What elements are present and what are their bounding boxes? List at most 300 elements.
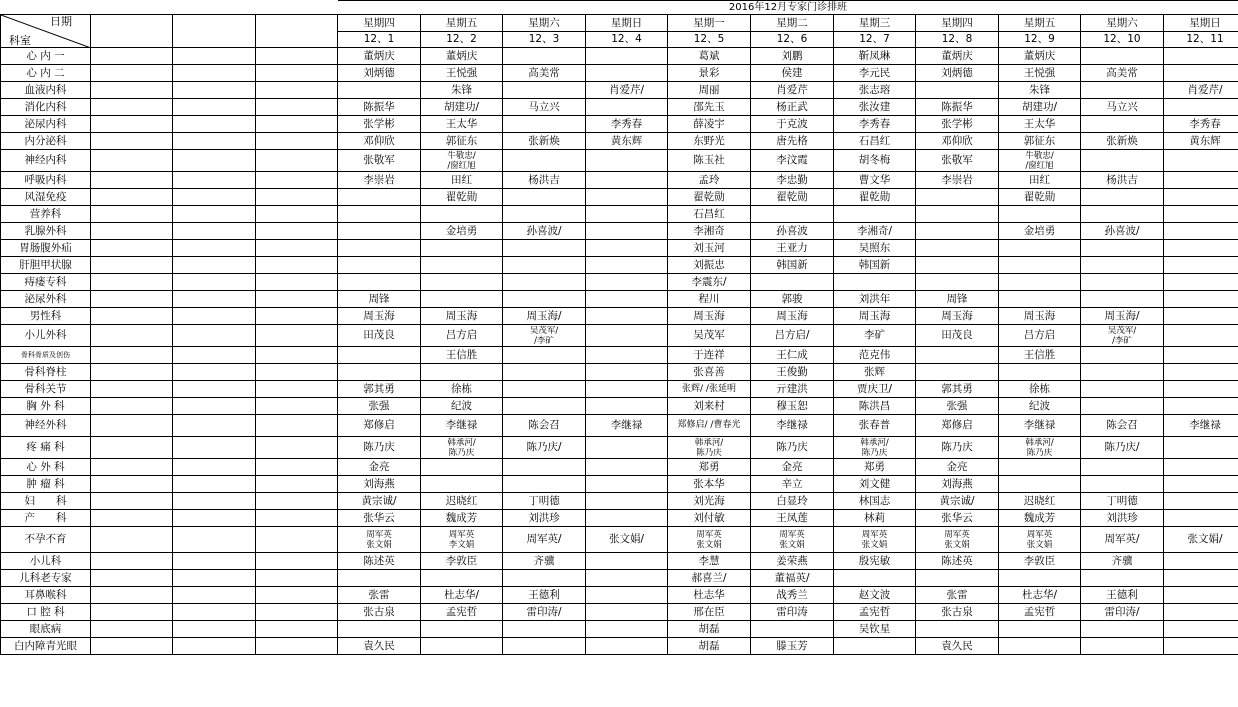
doctor-cell	[1164, 493, 1238, 510]
doctor-cell: 李敦臣	[421, 553, 503, 570]
doctor-cell	[751, 621, 834, 638]
blank-cell	[173, 459, 256, 476]
doctor-cell: 殷宪敏	[834, 553, 916, 570]
doctor-cell: 刘海燕	[916, 476, 999, 493]
doctor-cell: 周玉海	[999, 308, 1081, 325]
doctor-cell: 邓仰欣	[338, 133, 421, 150]
doctor-cell	[1164, 189, 1238, 206]
weekday-header: 星期一	[668, 15, 751, 32]
schedule-row	[1, 638, 1238, 655]
doctor-cell: 田茂良	[916, 325, 999, 347]
doctor-cell: 王悦强	[999, 65, 1081, 82]
doctor-cell	[916, 189, 999, 206]
department-label: 小儿外科	[1, 325, 91, 347]
doctor-cell: 李矿	[834, 325, 916, 347]
doctor-cell: 迟晓红	[999, 493, 1081, 510]
doctor-cell: 邢在臣	[668, 604, 751, 621]
doctor-cell	[1164, 587, 1238, 604]
blank-cell	[173, 476, 256, 493]
blank-cell	[91, 48, 173, 65]
doctor-cell	[1081, 82, 1164, 99]
doctor-cell	[999, 364, 1081, 381]
doctor-cell	[834, 206, 916, 223]
doctor-cell: 辛立	[751, 476, 834, 493]
date-header: 12、6	[751, 32, 834, 48]
department-label: 妇 科	[1, 493, 91, 510]
doctor-cell: 白显玲	[751, 493, 834, 510]
department-label: 骨科骨质及创伤	[1, 347, 91, 364]
doctor-cell: 薛凌宇	[668, 116, 751, 133]
doctor-cell	[1081, 116, 1164, 133]
blank-cell	[256, 364, 338, 381]
weekday-header: 星期六	[1081, 15, 1164, 32]
doctor-cell: 唐先格	[751, 133, 834, 150]
doctor-cell: 东野光	[668, 133, 751, 150]
department-label: 内分泌科	[1, 133, 91, 150]
doctor-cell: 周军英 张文娟	[668, 527, 751, 553]
department-label: 肝胆甲状腺	[1, 257, 91, 274]
doctor-cell	[1081, 150, 1164, 172]
blank-cell	[173, 133, 256, 150]
doctor-cell	[586, 240, 668, 257]
doctor-cell: 孟玲	[668, 172, 751, 189]
blank-cell	[91, 459, 173, 476]
blank-cell	[91, 82, 173, 99]
doctor-cell: 齐骥	[1081, 553, 1164, 570]
blank-cell	[91, 415, 173, 437]
doctor-cell	[586, 347, 668, 364]
blank-cell	[173, 65, 256, 82]
blank-cell	[91, 510, 173, 527]
schedule-row	[1, 99, 1238, 116]
schedule-row	[1, 398, 1238, 415]
doctor-cell: 高美常	[1081, 65, 1164, 82]
schedule-row	[1, 150, 1238, 172]
doctor-cell: 吴茂军	[668, 325, 751, 347]
department-label: 消化内科	[1, 99, 91, 116]
blank-cell	[91, 381, 173, 398]
schedule-row	[1, 82, 1238, 99]
schedule-row	[1, 347, 1238, 364]
doctor-cell: 雷印涛	[751, 604, 834, 621]
blank-cell	[256, 291, 338, 308]
doctor-cell: 张学彬	[916, 116, 999, 133]
doctor-cell	[1164, 638, 1238, 655]
doctor-cell: 周军英 张文娟	[338, 527, 421, 553]
doctor-cell	[586, 65, 668, 82]
doctor-cell	[1081, 291, 1164, 308]
doctor-cell	[586, 604, 668, 621]
weekday-header: 星期四	[916, 15, 999, 32]
doctor-cell: 张新焕	[503, 133, 586, 150]
doctor-cell	[1081, 48, 1164, 65]
blank-cell	[173, 381, 256, 398]
blank-cell	[256, 65, 338, 82]
doctor-cell: 丁明德	[1081, 493, 1164, 510]
doctor-cell: 张辉/ /张延明	[668, 381, 751, 398]
doctor-cell	[916, 570, 999, 587]
doctor-cell	[503, 291, 586, 308]
blank-cell	[173, 587, 256, 604]
doctor-cell: 林莉	[834, 510, 916, 527]
blank-cell	[91, 189, 173, 206]
doctor-cell	[1164, 510, 1238, 527]
doctor-cell: 张敬军	[338, 150, 421, 172]
doctor-cell: 孙喜波/	[1081, 223, 1164, 240]
doctor-cell	[586, 437, 668, 459]
blank-cell	[173, 189, 256, 206]
blank-cell	[173, 240, 256, 257]
doctor-cell	[421, 274, 503, 291]
weekday-header: 星期二	[751, 15, 834, 32]
doctor-cell: 杜志华/	[421, 587, 503, 604]
doctor-cell: 郑修启	[338, 415, 421, 437]
doctor-cell: 李秀春	[586, 116, 668, 133]
doctor-cell: 于克波	[751, 116, 834, 133]
doctor-cell: 李敦臣	[999, 553, 1081, 570]
department-label: 泌尿外科	[1, 291, 91, 308]
blank-cell	[91, 291, 173, 308]
doctor-cell: 杨正武	[751, 99, 834, 116]
department-label: 小儿科	[1, 553, 91, 570]
blank-cell	[173, 99, 256, 116]
doctor-cell	[1164, 621, 1238, 638]
department-label: 耳鼻喉科	[1, 587, 91, 604]
doctor-cell	[586, 570, 668, 587]
doctor-cell: 董炳庆	[421, 48, 503, 65]
department-label: 骨科脊柱	[1, 364, 91, 381]
doctor-cell: 郭其勇	[916, 381, 999, 398]
date-header: 12、11	[1164, 32, 1238, 48]
doctor-cell	[1164, 291, 1238, 308]
schedule-row	[1, 291, 1238, 308]
doctor-cell	[503, 257, 586, 274]
doctor-cell: 陈乃庆	[338, 437, 421, 459]
doctor-cell: 李忠勤	[751, 172, 834, 189]
doctor-cell: 李继禄	[999, 415, 1081, 437]
blank-cell	[173, 206, 256, 223]
department-label: 骨科关节	[1, 381, 91, 398]
doctor-cell	[586, 587, 668, 604]
doctor-cell: 魏成芳	[999, 510, 1081, 527]
doctor-cell: 纪波	[421, 398, 503, 415]
doctor-cell	[421, 257, 503, 274]
doctor-cell: 孟宪哲	[421, 604, 503, 621]
doctor-cell	[1164, 398, 1238, 415]
doctor-cell: 周军英/	[503, 527, 586, 553]
doctor-cell	[586, 459, 668, 476]
blank-cell	[173, 291, 256, 308]
blank-cell	[91, 150, 173, 172]
doctor-cell	[1081, 206, 1164, 223]
doctor-cell	[503, 381, 586, 398]
doctor-cell	[338, 223, 421, 240]
doctor-cell: 周玉海/	[503, 308, 586, 325]
schedule-row	[1, 476, 1238, 493]
doctor-cell	[338, 206, 421, 223]
blank-cell	[256, 325, 338, 347]
doctor-cell	[503, 274, 586, 291]
doctor-cell: 韩承河/ 陈乃庆	[421, 437, 503, 459]
doctor-cell: 肖爱芹/	[586, 82, 668, 99]
doctor-cell	[1164, 206, 1238, 223]
doctor-cell	[421, 638, 503, 655]
schedule-row	[1, 381, 1238, 398]
weekday-header: 星期三	[834, 15, 916, 32]
doctor-cell	[1081, 364, 1164, 381]
doctor-cell	[586, 364, 668, 381]
blank-cell	[91, 638, 173, 655]
doctor-cell	[1081, 381, 1164, 398]
doctor-cell: 郑勇	[668, 459, 751, 476]
doctor-cell: 张辉	[834, 364, 916, 381]
doctor-cell	[586, 206, 668, 223]
doctor-cell: 周玉海	[751, 308, 834, 325]
doctor-cell	[586, 493, 668, 510]
schedule-row	[1, 257, 1238, 274]
doctor-cell: 黄东辉	[1164, 133, 1238, 150]
doctor-cell: 杜志华	[668, 587, 751, 604]
doctor-cell	[999, 476, 1081, 493]
doctor-cell: 周军英 张文娟	[751, 527, 834, 553]
doctor-cell: 李崇岩	[916, 172, 999, 189]
doctor-cell	[1164, 150, 1238, 172]
doctor-cell: 陈会召	[503, 415, 586, 437]
doctor-cell: 郭征东	[421, 133, 503, 150]
blank-cell	[256, 621, 338, 638]
blank-cell	[91, 206, 173, 223]
doctor-cell: 陈乃庆/	[1081, 437, 1164, 459]
doctor-cell: 田红	[999, 172, 1081, 189]
doctor-cell: 周玉海	[421, 308, 503, 325]
department-label: 胃肠腹外疝	[1, 240, 91, 257]
doctor-cell: 马立兴	[503, 99, 586, 116]
doctor-cell: 刘振忠	[668, 257, 751, 274]
blank-cell	[91, 553, 173, 570]
doctor-cell	[586, 99, 668, 116]
doctor-cell: 穆玉恕	[751, 398, 834, 415]
schedule-row	[1, 189, 1238, 206]
schedule-row	[1, 510, 1238, 527]
doctor-cell	[421, 570, 503, 587]
blank-cell	[256, 206, 338, 223]
doctor-cell: 周军英 李文娟	[421, 527, 503, 553]
doctor-cell: 刘海燕	[338, 476, 421, 493]
doctor-cell: 王悦强	[421, 65, 503, 82]
department-label: 泌尿内科	[1, 116, 91, 133]
blank-cell	[256, 347, 338, 364]
doctor-cell: 滕玉芳	[751, 638, 834, 655]
doctor-cell: 董炳庆	[916, 48, 999, 65]
doctor-cell	[421, 459, 503, 476]
blank-cell	[256, 493, 338, 510]
doctor-cell: 张华云	[338, 510, 421, 527]
blank-cell	[91, 99, 173, 116]
blank-cell	[173, 364, 256, 381]
department-label: 风湿免疫	[1, 189, 91, 206]
header-corner	[1, 15, 91, 48]
doctor-cell: 郝喜兰/	[668, 570, 751, 587]
doctor-cell: 曹文华	[834, 172, 916, 189]
blank-cell	[256, 587, 338, 604]
doctor-cell: 黄宗诚/	[916, 493, 999, 510]
date-header: 12、9	[999, 32, 1081, 48]
doctor-cell: 王凤莲	[751, 510, 834, 527]
doctor-cell	[1164, 99, 1238, 116]
schedule-row	[1, 172, 1238, 189]
doctor-cell	[1164, 223, 1238, 240]
doctor-cell: 葛斌	[668, 48, 751, 65]
department-label: 心 外 科	[1, 459, 91, 476]
doctor-cell: 张古泉	[916, 604, 999, 621]
doctor-cell: 孟宪哲	[834, 604, 916, 621]
doctor-cell: 李继禄	[1164, 415, 1238, 437]
blank-cell	[173, 437, 256, 459]
doctor-cell: 齐骥	[503, 553, 586, 570]
doctor-cell: 王德利	[503, 587, 586, 604]
doctor-cell: 雷印涛/	[503, 604, 586, 621]
blank-cell	[173, 493, 256, 510]
doctor-cell	[586, 223, 668, 240]
doctor-cell: 张文娟/	[1164, 527, 1238, 553]
department-label: 心 内 一	[1, 48, 91, 65]
doctor-cell	[338, 621, 421, 638]
doctor-cell: 杨洪吉	[503, 172, 586, 189]
doctor-cell: 袁久民	[916, 638, 999, 655]
schedule-table	[0, 14, 1238, 655]
doctor-cell: 韩国新	[751, 257, 834, 274]
doctor-cell: 胡建功/	[999, 99, 1081, 116]
doctor-cell	[503, 240, 586, 257]
blank-cell	[256, 398, 338, 415]
blank-cell	[256, 99, 338, 116]
blank-header-cell	[91, 15, 173, 48]
doctor-cell: 胡冬梅	[834, 150, 916, 172]
doctor-cell	[503, 82, 586, 99]
doctor-cell: 刘洪珍	[503, 510, 586, 527]
doctor-cell	[503, 116, 586, 133]
doctor-cell	[999, 638, 1081, 655]
doctor-cell: 张古泉	[338, 604, 421, 621]
doctor-cell: 程川	[668, 291, 751, 308]
doctor-cell	[503, 206, 586, 223]
blank-cell	[91, 308, 173, 325]
blank-cell	[256, 604, 338, 621]
blank-cell	[91, 133, 173, 150]
doctor-cell: 董炳庆	[999, 48, 1081, 65]
doctor-cell: 周锋	[338, 291, 421, 308]
schedule-row	[1, 459, 1238, 476]
blank-cell	[256, 133, 338, 150]
doctor-cell: 张华云	[916, 510, 999, 527]
doctor-cell: 张学彬	[338, 116, 421, 133]
doctor-cell: 朱锋	[421, 82, 503, 99]
doctor-cell	[503, 189, 586, 206]
doctor-cell: 孙喜波/	[503, 223, 586, 240]
doctor-cell	[586, 476, 668, 493]
doctor-cell: 刘玉河	[668, 240, 751, 257]
blank-cell	[91, 621, 173, 638]
blank-cell	[256, 48, 338, 65]
doctor-cell: 郑修启/ /曹春光	[668, 415, 751, 437]
doctor-cell: 李湘奇	[668, 223, 751, 240]
doctor-cell	[1164, 325, 1238, 347]
doctor-cell	[586, 325, 668, 347]
doctor-cell: 肖爱芹	[751, 82, 834, 99]
doctor-cell	[1164, 364, 1238, 381]
department-label: 疼 痛 科	[1, 437, 91, 459]
doctor-cell: 张喜善	[668, 364, 751, 381]
blank-cell	[91, 493, 173, 510]
blank-cell	[91, 274, 173, 291]
doctor-cell	[421, 240, 503, 257]
doctor-cell	[586, 257, 668, 274]
blank-cell	[173, 347, 256, 364]
doctor-cell: 李震东/	[668, 274, 751, 291]
doctor-cell: 孙喜波	[751, 223, 834, 240]
doctor-cell	[999, 206, 1081, 223]
doctor-cell	[1164, 48, 1238, 65]
doctor-cell: 侯建	[751, 65, 834, 82]
doctor-cell: 韩承河/ 陈乃庆	[668, 437, 751, 459]
doctor-cell: 景彩	[668, 65, 751, 82]
doctor-cell: 陈乃庆	[751, 437, 834, 459]
doctor-cell: 周玉海	[916, 308, 999, 325]
doctor-cell: 张强	[338, 398, 421, 415]
doctor-cell: 袁久民	[338, 638, 421, 655]
blank-cell	[173, 510, 256, 527]
doctor-cell: 郑勇	[834, 459, 916, 476]
schedule-row	[1, 206, 1238, 223]
blank-cell	[256, 223, 338, 240]
doctor-cell	[1164, 476, 1238, 493]
doctor-cell: 郑修启	[916, 415, 999, 437]
blank-cell	[256, 437, 338, 459]
department-label: 血液内科	[1, 82, 91, 99]
blank-cell	[91, 172, 173, 189]
schedule-row	[1, 48, 1238, 65]
department-label: 男性科	[1, 308, 91, 325]
doctor-cell	[1164, 570, 1238, 587]
blank-cell	[91, 527, 173, 553]
doctor-cell	[751, 206, 834, 223]
doctor-cell: 郭其勇	[338, 381, 421, 398]
doctor-cell	[503, 398, 586, 415]
doctor-cell: 赵文波	[834, 587, 916, 604]
date-header: 12、10	[1081, 32, 1164, 48]
blank-cell	[91, 476, 173, 493]
blank-cell	[173, 398, 256, 415]
doctor-cell: 马立兴	[1081, 99, 1164, 116]
doctor-cell	[338, 240, 421, 257]
doctor-cell	[503, 476, 586, 493]
doctor-cell	[999, 291, 1081, 308]
doctor-cell: 李秀春	[1164, 116, 1238, 133]
doctor-cell	[1081, 257, 1164, 274]
weekday-header: 星期五	[421, 15, 503, 32]
blank-cell	[91, 257, 173, 274]
blank-cell	[173, 527, 256, 553]
doctor-cell: 李湘奇/	[834, 223, 916, 240]
doctor-cell: 吕方启	[421, 325, 503, 347]
doctor-cell	[1164, 308, 1238, 325]
doctor-cell	[586, 274, 668, 291]
doctor-cell	[1164, 347, 1238, 364]
doctor-cell: 董炳庆	[338, 48, 421, 65]
doctor-cell	[338, 189, 421, 206]
doctor-cell: 金亮	[338, 459, 421, 476]
doctor-cell: 刘洪年	[834, 291, 916, 308]
